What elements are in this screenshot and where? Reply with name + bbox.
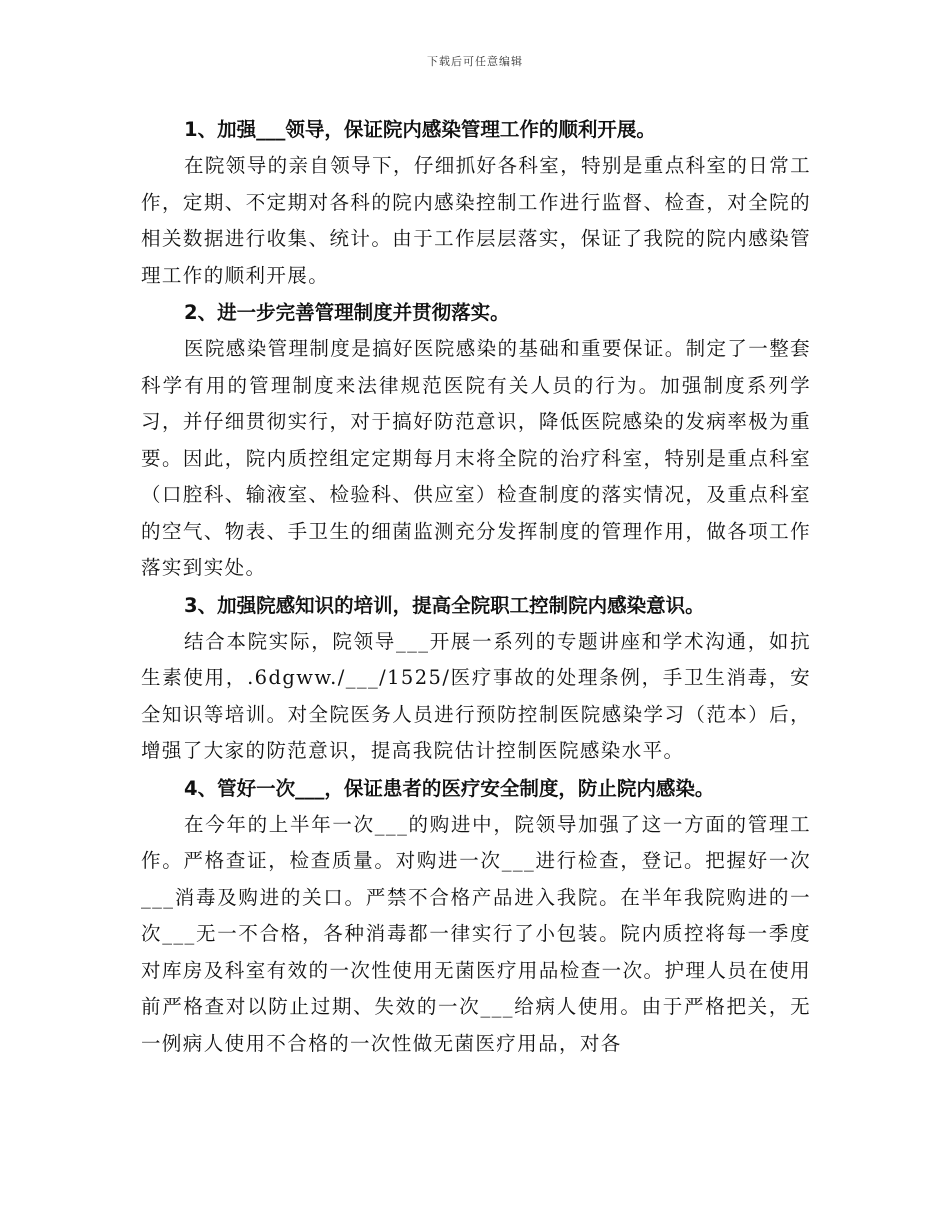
- section-2-body: 医院感染管理制度是搞好医院感染的基础和重要保证。制定了一整套科学有用的管理制度来法律规范医院有关人员的行为。加强制度系列学习，并仔细贯彻实行，对于搞好防范意识，降低医院感染的发病率极为重要。因此，院内质控组定定期每月末将全院的治疗科室，特别是重点科室（口腔科、输液室、检验科、供应室）检查制度的落实情况，及重点科室的空气、物表、手卫生的细菌监测充分发挥制度的管理作用，做各项工作落实到实处。: [141, 337, 812, 579]
- section-1-heading: 1、加强___领导，保证院内感染管理工作的顺利开展。: [184, 118, 656, 141]
- section-3-body: 结合本院实际，院领导___开展一系列的专题讲座和学术沟通，如抗生素使用，.6dgww./___/1525/医疗事故的处理条例，手卫生消毒，安全知识等培训。对全院医务人员进行预防控制医院感染学习（范本）后，增强了大家的防范意识，提高我院估计控制医院感染水平。: [141, 629, 811, 762]
- section-2-heading: 2、进一步完善管理制度并贯彻落实。: [184, 301, 510, 324]
- section-1-body: 在院领导的亲自领导下，仔细抓好各科室，特别是重点科室的日常工作，定期、不定期对各科的院内感染控制工作进行监督、检查，对全院的相关数据进行收集、统计。由于工作层层落实，保证了我院的院内感染管理工作的顺利开展。: [141, 154, 812, 287]
- section-3-heading: 3、加强院感知识的培训，提高全院职工控制院内感染意识。: [184, 593, 705, 617]
- document-body: [141, 111, 811, 1062]
- page-header: 下载后可任意编辑: [427, 55, 523, 68]
- section-4-body: 在今年的上半年一次___的购进中，院领导加强了这一方面的管理工作。严格查证，检查质量。对购进一次___进行检查，登记。把握好一次___消毒及购进的关口。严禁不合格产品进入我院。在半年我院购进的一次___无一不合格，各种消毒都一律实行了小包装。院内质控将每一季度对库房及科室有效的一次性使用无菌医疗用品检查一次。护理人员在使用前严格查对以防止过期、失效的一次___给病人使用。由于严格把关，无一例病人使用不合格的一次性做无菌医疗用品，对各: [141, 812, 811, 1055]
- section-4-heading: 4、管好一次___，保证患者的医疗安全制度，防止院内感染。: [184, 776, 715, 800]
